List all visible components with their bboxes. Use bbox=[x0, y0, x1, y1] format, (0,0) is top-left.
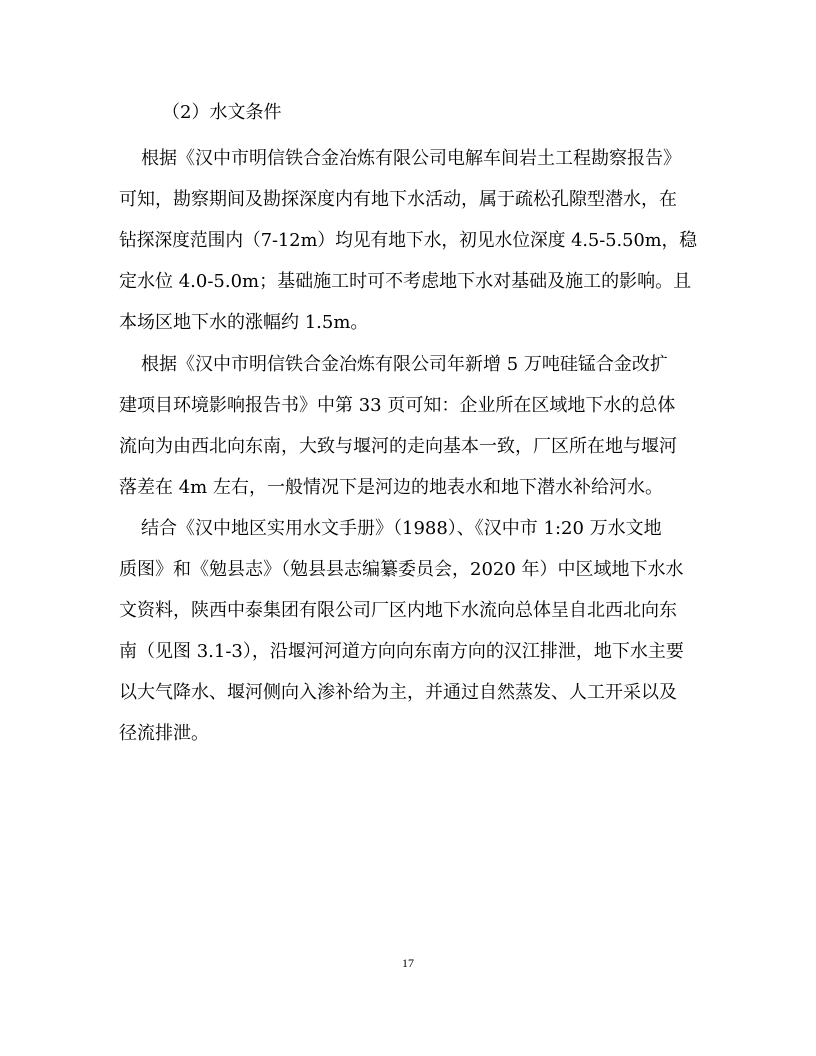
paragraph-1-line-4-text: 定水位 4.0-5.0m；基础施工时可不考虑地下水对基础及施工的影响。且 bbox=[119, 271, 692, 292]
paragraph-1-line-5-text: 本场区地下水的涨幅约 1.5m。 bbox=[119, 312, 369, 333]
paragraph-3-line-2-text: 质图》和《勉县志》（勉县县志编纂委员会，2020 年）中区域地下水水 bbox=[119, 559, 684, 580]
paragraph-2-line-1-text: 根据《汉中市明信铁合金冶炼有限公司年新增 5 万吨硅锰合金改扩 bbox=[141, 354, 668, 375]
paragraph-1-line-1-text: 根据《汉中市明信铁合金冶炼有限公司电解车间岩土工程勘察报告》 bbox=[141, 148, 681, 169]
paragraph-2-line-2-text: 建项目环境影响报告书》中第 33 页可知：企业所在区域地下水的总体 bbox=[119, 395, 676, 416]
paragraph-1-line-3-text: 钻探深度范围内（7-12m）均见有地下水，初见水位深度 4.5-5.50m，稳 bbox=[119, 230, 697, 251]
paragraph-3-line-5-text: 以大气降水、堰河侧向入渗补给为主，并通过自然蒸发、人工开采以及 bbox=[119, 682, 677, 703]
paragraph-2-line-4-text: 落差在 4m 左右，一般情况下是河边的地表水和地下潜水补给河水。 bbox=[119, 477, 663, 498]
section-heading-text: （2）水文条件 bbox=[162, 102, 282, 123]
paragraph-3-line-1-text: 结合《汉中地区实用水文手册》（1988）、《汉中市 1:20 万水文地 bbox=[141, 518, 662, 539]
paragraph-3-line-4-text: 南（见图 3.1-3），沿堰河河道方向向东南方向的汉江排泄，地下水主要 bbox=[119, 641, 684, 662]
paragraph-2-line-3-text: 流向为由西北向东南，大致与堰河的走向基本一致，厂区所在地与堰河 bbox=[119, 436, 677, 457]
page-number: 17 bbox=[402, 956, 414, 970]
paragraph-3-line-6-text: 径流排泄。 bbox=[119, 723, 209, 744]
paragraph-1-line-2-text: 可知，勘察期间及勘探深度内有地下水活动，属于疏松孔隙型潜水，在 bbox=[119, 189, 677, 210]
paragraph-3-line-3-text: 文资料，陕西中泰集团有限公司厂区内地下水流向总体呈自北西北向东 bbox=[119, 600, 677, 621]
